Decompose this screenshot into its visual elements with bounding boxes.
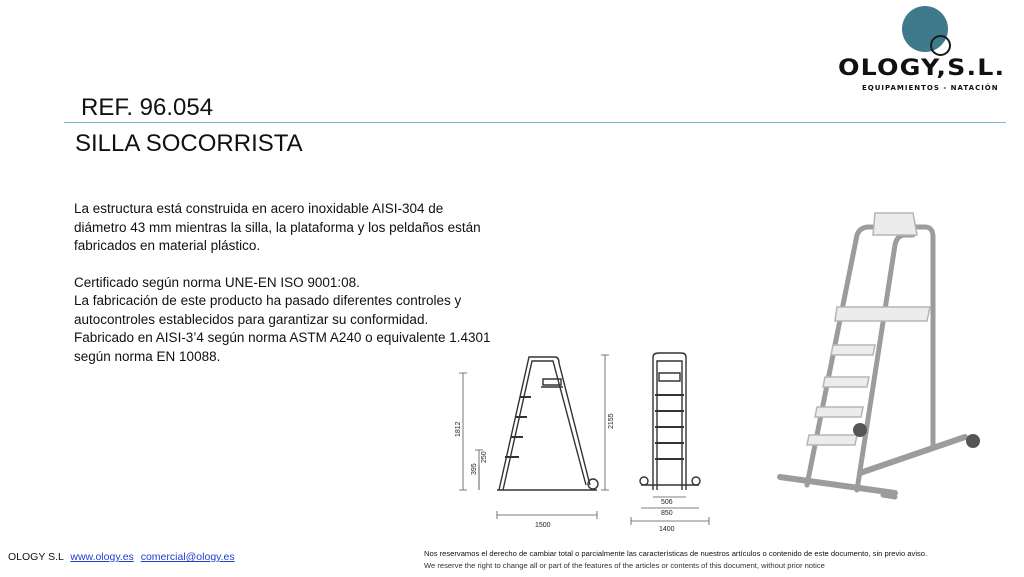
photo-left-rail [807, 227, 933, 485]
description-line: Certificado según norma UNE-EN ISO 9001:08. [74, 274, 360, 290]
description-line: diámetro 43 mm mientras la silla, la plataforma y los peldaños están [74, 219, 481, 235]
photo-wheel [966, 434, 980, 448]
logo-ring-icon [930, 35, 951, 56]
footer-contact [8, 551, 235, 563]
photo-seat [873, 213, 917, 235]
product-reference: REF. 96.054 [81, 94, 214, 121]
dim-label: 1400 [659, 526, 675, 533]
email-link[interactable]: comercial@ology.es [140, 551, 235, 563]
dim-label: 2155 [608, 413, 615, 429]
dim-label: 850 [661, 510, 673, 517]
website-link[interactable]: www.ology.es [70, 551, 134, 563]
header-divider [64, 122, 1006, 123]
footer-company: OLOGY S.L [8, 551, 64, 563]
footer-disclaimer [424, 548, 927, 572]
description-line: fabricados en material plástico. [74, 238, 261, 253]
technical-drawing [445, 345, 720, 535]
dim-label: 1812 [455, 421, 462, 437]
logo-tagline: EQUIPAMIENTOS - NATACIÓN [862, 84, 999, 92]
photo-wheel [853, 423, 867, 437]
product-photo [765, 205, 995, 505]
description-line: autocontroles establecidos para garantizar su conformidad. [74, 311, 429, 327]
side-frame-outline [499, 357, 590, 490]
logo-name: OLOGY,S.L. [838, 56, 1006, 81]
photo-platform [835, 307, 930, 321]
company-logo [834, 2, 1020, 98]
description-line: La fabricación de este producto ha pasado diferentes controles y [74, 293, 462, 308]
description-line: Fabricado en AISI-3’4 según norma ASTM A240 o equivalente 1.4301 [74, 330, 491, 345]
product-description [74, 200, 504, 366]
dim-label: 1500 [535, 522, 551, 529]
disclaimer-es: Nos reservamos el derecho de cambiar total o parcialmente las características de nuestros artículos o contenido de este documento, sin previo aviso. [424, 549, 928, 558]
dim-label: 250 [481, 451, 488, 463]
dim-label: 506 [661, 499, 673, 506]
dim-label: 395 [471, 463, 478, 475]
description-line: según norma EN 10088. [74, 348, 221, 364]
description-line: La estructura está construida en acero inoxidable AISI-304 de [74, 201, 444, 216]
product-title: SILLA SOCORRISTA [75, 130, 303, 157]
disclaimer-en: We reserve the right to change all or part of the features of the articles or contents of this document, without prior notice [424, 561, 825, 570]
